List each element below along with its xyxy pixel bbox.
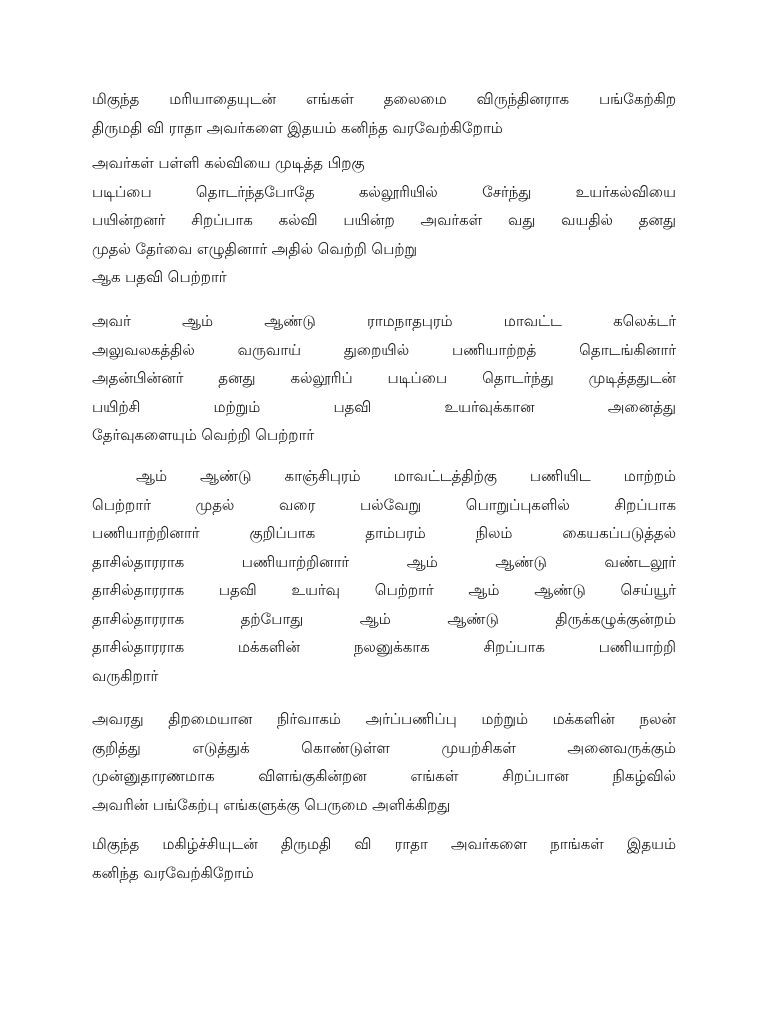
word: ஆம் [468, 581, 500, 599]
paragraph-5 [92, 705, 676, 819]
text-line [92, 633, 676, 662]
word: துறையில் [343, 340, 410, 359]
text-line [92, 734, 676, 763]
text-line [92, 830, 676, 859]
word: அவர்களை [450, 835, 528, 853]
word: பொறுப்புகளில் [465, 495, 570, 514]
word: சிறப்பாக [614, 495, 676, 514]
word: வண்டலூர் [604, 552, 676, 571]
paragraph-6 [92, 830, 676, 887]
word: சிறப்பாக [191, 211, 253, 229]
word: தனது [218, 369, 256, 387]
word: கல்வி [278, 211, 318, 229]
word: ராமநாதபுரம் [366, 312, 453, 330]
word: பல்வேறு [359, 495, 422, 514]
word: பயின்ற [343, 211, 395, 229]
word: உயர்வு [291, 581, 340, 599]
word: பதவி [218, 581, 257, 599]
text-line-content: கனிந்த வரவேற்கிறோம் [92, 863, 254, 882]
word: ஆம் [406, 552, 438, 571]
word: ஆண்டு [200, 467, 252, 485]
text-line [92, 791, 676, 820]
word: படிப்பை [92, 182, 152, 201]
text-line-content: முதல் தேர்வை எழுதினார் அதில் வெற்றி பெற்று [92, 239, 417, 258]
word: பணியாற்றி [598, 638, 676, 656]
text-line-content: அவரின் பங்கேற்பு எங்களுக்கு பெருமை அளிக்கிறது [92, 795, 451, 814]
word: மிகுந்த [92, 835, 140, 853]
word: முன்னுதாரணமாக [92, 767, 215, 785]
word: தொடர்ந்து [482, 369, 554, 387]
word: கொண்டுள்ள [301, 738, 390, 757]
text-line [92, 662, 676, 691]
word: அனைவருக்கும் [567, 738, 676, 757]
word: பங்கேற்கிற [598, 90, 676, 108]
word: நிர்வாகம் [276, 710, 341, 728]
word: மரியாதையுடன் [169, 90, 276, 108]
word: ஆண்டு [495, 552, 547, 571]
word: இதயம் [626, 835, 676, 853]
word: பயிற்சி [92, 397, 141, 416]
word: அவர்கள் [420, 211, 483, 229]
word: ஆண்டு [534, 581, 586, 599]
word: தனது [638, 211, 676, 229]
text-line [92, 85, 676, 114]
word: பெற்றார் [374, 581, 434, 599]
text-line-content: ஆக பதவி பெற்றார் [92, 268, 227, 286]
text-line [92, 149, 676, 178]
word: திருக்கழுக்குன்றம் [555, 609, 676, 628]
text-line [92, 705, 676, 734]
word: சிறப்பாக [483, 638, 545, 656]
word: தாசில்தாரராக [92, 609, 185, 628]
word: படிப்பை [387, 369, 448, 387]
word: தற்போது [240, 609, 304, 628]
text-line-content: அவர்கள் பள்ளி கல்வியை முடித்த பிறகு [92, 154, 365, 172]
text-line [92, 263, 676, 292]
text-line-content: வருகிறார் [92, 666, 159, 685]
word: பணியாற்றினார் [92, 524, 200, 542]
word: வயதில் [561, 211, 613, 229]
word: உயர்கல்வியை [575, 182, 676, 201]
word: கையகப்படுத்தல் [562, 524, 676, 542]
word: முதல் [195, 495, 235, 514]
text-line [92, 307, 676, 336]
word: மற்றும் [481, 710, 529, 728]
word: வது [508, 211, 536, 229]
word: ஆம் [181, 312, 214, 330]
word: காஞ்சிபுரம் [284, 467, 361, 485]
text-line [92, 364, 676, 393]
word: ஆண்டு [447, 609, 499, 628]
word: மாற்றம் [623, 467, 676, 485]
text-line [92, 519, 676, 548]
word: ஆம் [136, 467, 168, 485]
text-line [92, 178, 676, 207]
word: மிகுந்த [92, 90, 140, 108]
word: கலெக்டர் [613, 312, 676, 330]
word: நலனுக்காக [353, 638, 430, 656]
word: மக்களின் [552, 710, 615, 728]
word: மகிழ்ச்சியுடன் [162, 835, 258, 853]
word: ஆண்டு [264, 312, 316, 330]
word: சிறப்பான [502, 767, 569, 785]
word: அவர் [92, 312, 131, 330]
word: விளங்குகின்றன [258, 767, 367, 785]
word: எங்கள் [410, 767, 459, 785]
word: நலன் [639, 710, 676, 728]
paragraph-3 [92, 307, 676, 450]
word: நிலம் [475, 524, 513, 542]
word: தலைமை [383, 90, 447, 108]
word: பணியாற்றினார் [241, 552, 350, 571]
word: அதன்பின்னர் [92, 369, 184, 387]
word: மற்றும் [213, 397, 261, 416]
word: ராதா [394, 835, 428, 853]
text-line [92, 114, 676, 143]
word: வரை [278, 495, 316, 514]
text-line-content: திருமதி வி ராதா அவர்களை இதயம் கனிந்த வரவேற்கிறோம் [92, 118, 503, 137]
word: கல்லூரிப் [290, 369, 353, 387]
word: தாசில்தாரராக [92, 581, 185, 599]
word: எடுத்துக் [192, 738, 250, 757]
text-line [92, 421, 676, 450]
word: எங்கள் [305, 90, 354, 108]
text-line [92, 576, 676, 605]
word: தொடங்கினார் [579, 340, 676, 359]
text-line [92, 762, 676, 791]
word: குறித்து [92, 738, 141, 757]
word: திறமையான [168, 710, 253, 728]
word: பயின்றனர் [92, 211, 166, 229]
word: உயர்வுக்கான [444, 397, 535, 416]
text-line-content: தேர்வுகளையும் வெற்றி பெற்றார் [92, 426, 315, 444]
paragraph-1 [92, 85, 676, 142]
word: ஆம் [359, 609, 391, 628]
text-line [92, 235, 676, 264]
word: முயற்சிகள் [441, 738, 516, 757]
word: செய்யூர் [620, 581, 676, 599]
text-line [92, 548, 676, 577]
word: அலுவலகத்தில் [92, 340, 195, 359]
word: வருவாய் [237, 340, 301, 359]
word: கல்லூரியில் [358, 182, 438, 201]
text-line [92, 206, 676, 235]
word: சேர்ந்து [482, 182, 532, 201]
text-line [92, 336, 676, 365]
word: மக்களின் [237, 638, 301, 656]
word: விருந்தினராக [476, 90, 569, 108]
text-line [92, 393, 676, 422]
word: அர்ப்பணிப்பு [365, 710, 457, 728]
word: மாவட்டத்திற்கு [393, 467, 497, 485]
text-line [92, 605, 676, 634]
word: வி [354, 835, 372, 853]
text-line [92, 859, 676, 888]
word: திருமதி [280, 835, 332, 853]
word: பணியாற்றத் [452, 340, 537, 359]
word: தாம்பரம் [365, 524, 426, 542]
word: பெற்றார் [92, 495, 151, 514]
word: அனைத்து [607, 397, 676, 416]
word: தாசில்தாரராக [92, 638, 185, 656]
word: தாசில்தாரராக [92, 552, 185, 571]
paragraph-4 [92, 462, 676, 690]
word: அவரது [92, 710, 144, 728]
word: குறிப்பாக [249, 524, 316, 542]
word: முடித்ததுடன் [588, 369, 676, 387]
text-line [92, 491, 676, 520]
word: பதவி [333, 397, 372, 416]
text-line [92, 462, 676, 491]
word: நிகழ்வில் [612, 767, 676, 785]
word: பணியிட [529, 467, 591, 485]
paragraph-2 [92, 149, 676, 292]
word: தொடர்ந்தபோதே [195, 182, 315, 201]
word: நாங்கள் [550, 835, 604, 853]
word: மாவட்ட [503, 312, 562, 330]
